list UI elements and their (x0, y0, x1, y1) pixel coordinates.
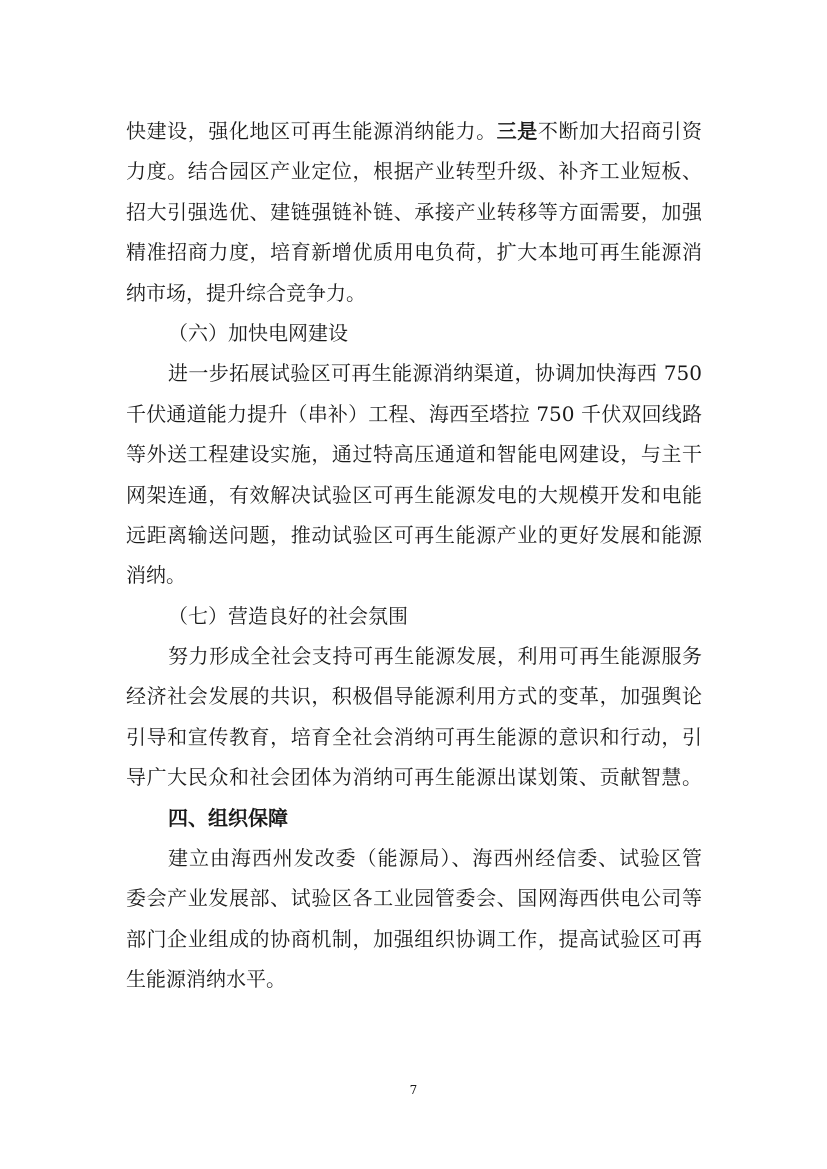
paragraph-line: 经济社会发展的共识，积极倡导能源利用方式的变革，加强舆论 (126, 684, 702, 709)
page-number: 7 (409, 1083, 418, 1097)
paragraph-line: 消纳。 (126, 563, 186, 588)
paragraph-line: 千伏通道能力提升（串补）工程、海西至塔拉 750 千伏双回线路 (126, 401, 702, 426)
paragraph-line: 等外送工程建设实施，通过特高压通道和智能电网建设，与主干 (126, 442, 702, 467)
text-span: 快建设，强化地区可再生能源消纳能力。 (126, 119, 497, 143)
section-heading: （六）加快电网建设 (168, 320, 348, 345)
paragraph-line: 远距离输送问题，推动试验区可再生能源产业的更好发展和能源 (126, 522, 702, 547)
paragraph-line: 精准招商力度，培育新增优质用电负荷，扩大本地可再生能源消 (126, 240, 702, 265)
paragraph-line (126, 111, 702, 151)
paragraph-line: 建立由海西州发改委（能源局）、海西州经信委、试验区管 (168, 846, 702, 871)
paragraph-line: 进一步拓展试验区可再生能源消纳渠道，协调加快海西 750 (168, 361, 702, 386)
text-span: 不断加大招商引资 (537, 119, 703, 143)
chapter-heading: 四、组织保障 (168, 805, 288, 830)
document-body (126, 111, 702, 1000)
paragraph-line: 导广大民众和社会团体为消纳可再生能源出谋划策、贡献智慧。 (126, 765, 702, 790)
paragraph-line: 努力形成全社会支持可再生能源发展，利用可再生能源服务 (168, 644, 702, 669)
paragraph-line: 生能源消纳水平。 (126, 967, 286, 992)
section-heading: （七）营造良好的社会氛围 (168, 603, 408, 628)
paragraph-line: 招大引强选优、建链强链补链、承接产业转移等方面需要，加强 (126, 199, 702, 224)
paragraph-line: 引导和宣传教育，培育全社会消纳可再生能源的意识和行动，引 (126, 724, 702, 749)
paragraph-line: 力度。结合园区产业定位，根据产业转型升级、补齐工业短板、 (126, 159, 702, 184)
paragraph-line: 部门企业组成的协商机制，加强组织协调工作，提高试验区可再 (126, 926, 702, 951)
paragraph-line: 纳市场，提升综合竞争力。 (126, 280, 366, 305)
paragraph-line: 网架连通，有效解决试验区可再生能源发电的大规模开发和电能 (126, 482, 702, 507)
bold-lead: 三是 (496, 119, 538, 143)
paragraph-line: 委会产业发展部、试验区各工业园管委会、国网海西供电公司等 (126, 886, 702, 911)
